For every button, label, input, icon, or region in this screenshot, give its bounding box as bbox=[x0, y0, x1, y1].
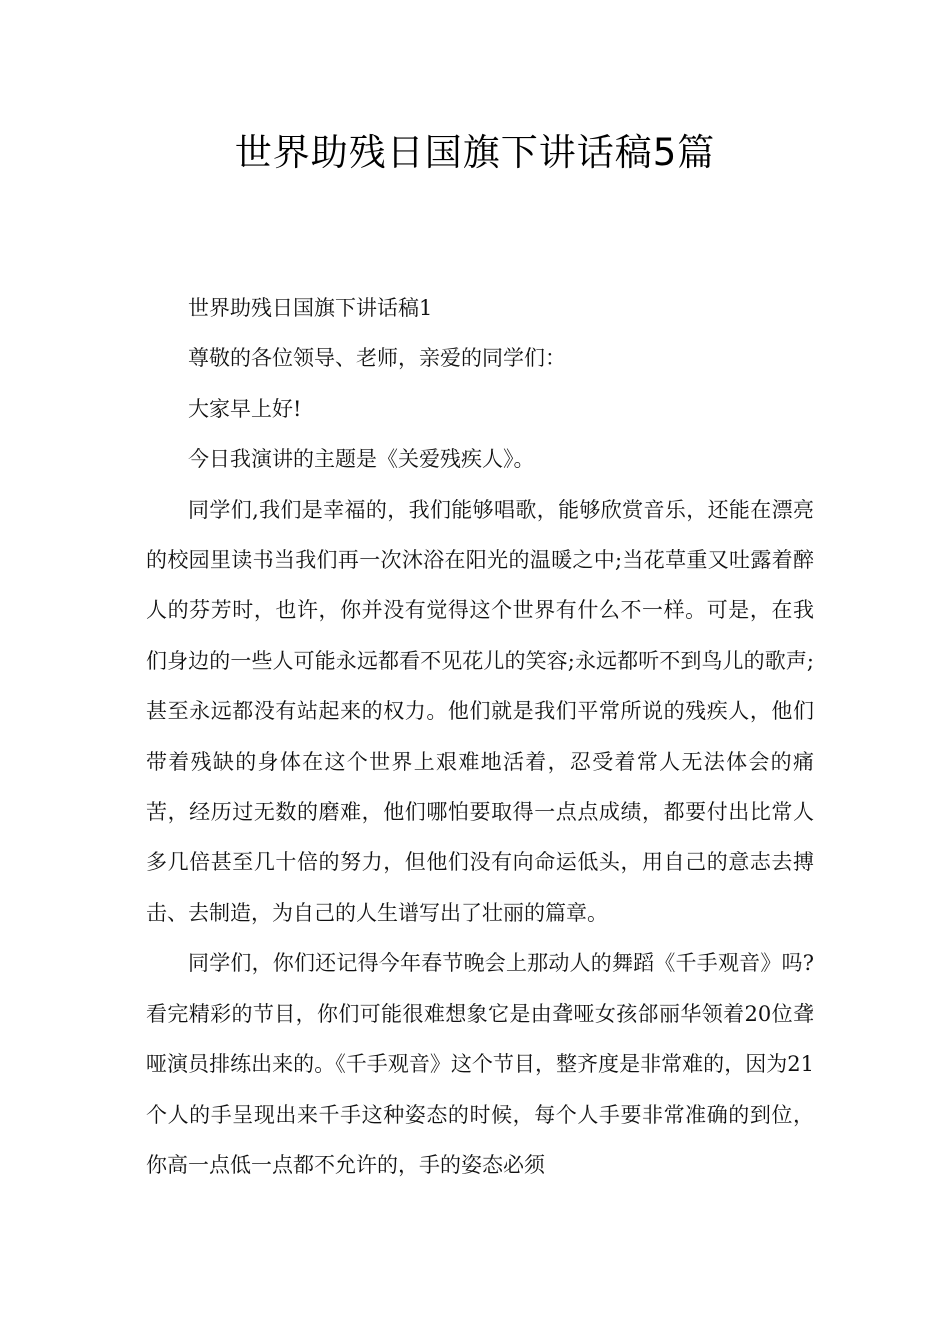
document-body bbox=[146, 283, 814, 1190]
paragraph-subtitle: 世界助残日国旗下讲话稿1 bbox=[188, 296, 433, 320]
document-title: 世界助残日国旗下讲话稿5篇 bbox=[234, 131, 716, 174]
paragraph-body-2: 同学们，你们还记得今年春节晚会上那动人的舞蹈《千手观音》吗?看完精彩的节目，你们可能很难想象它是由聋哑女孩郃丽华领着20位聋哑演员排练出来的。《千手观音》这个节目，整齐度是非常难的，因为21个人的手呈现出来千手这种姿态的时候，每个人手要非常准确的到位，你高一点低一点都不允许的，手的姿态必须 bbox=[146, 951, 814, 1177]
paragraph-salutation: 尊敬的各位领导、老师，亲爱的同学们： bbox=[188, 346, 566, 371]
paragraph-body-1: 同学们,我们是幸福的，我们能够唱歌，能够欣赏音乐，还能在漂亮的校园里读书当我们再一次沐浴在阳光的温暖之中;当花草重又吐露着醉人的芬芳时，也许，你并没有觉得这个世界有什么不一样。可是，在我们身边的一些人可能永远都看不见花儿的笑容;永远都听不到鸟儿的歌声;甚至永远都没有站起来的权力。他们就是我们平常所说的残疾人，他们带着残缺的身体在这个世界上艰难地活着，忍受着常人无法体会的痛苦，经历过无数的磨难，他们哪怕要取得一点点成绩，都要付出比常人多几倍甚至几十倍的努力，但他们没有向命运低头，用自己的意志去搏击、去制造，为自己的人生谱写出了壮丽的篇章。 bbox=[146, 497, 814, 925]
paragraph-greeting: 大家早上好! bbox=[188, 396, 302, 421]
paragraph-topic: 今日我演讲的主题是《关爱残疾人》。 bbox=[188, 447, 535, 472]
